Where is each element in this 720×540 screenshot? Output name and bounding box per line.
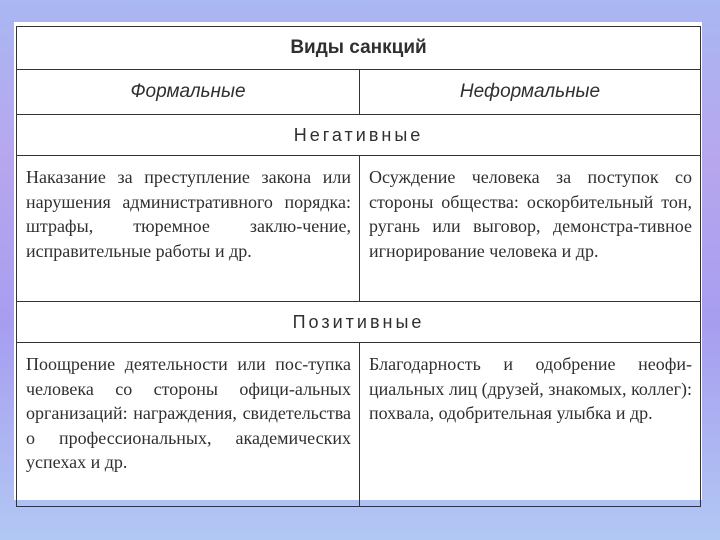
section-header-row-positive — [17, 302, 701, 343]
section-header-row-negative — [17, 115, 701, 156]
title-row — [17, 27, 701, 70]
cell-negative-formal: Наказание за преступление закона или нарушения административного порядка: штрафы, тюремное заклю-чение, исправительные работы и др. — [17, 156, 360, 302]
section-header-positive: Позитивные — [17, 302, 701, 343]
sanctions-table — [16, 26, 701, 507]
column-header-informal: Неформальные — [360, 70, 701, 115]
column-header-formal: Формальные — [17, 70, 360, 115]
cell-positive-formal: Поощрение деятельности или пос-тупка человека со стороны офици-альных организаций: награждения, свидетельства о профессиональных, академических успехах и др. — [17, 343, 360, 507]
table-title: Виды санкций — [17, 27, 701, 70]
cell-negative-informal: Осуждение человека за поступок со стороны общества: оскорбительный тон, ругань или выговор, демонстра-тивное игнорирование человека и др. — [360, 156, 701, 302]
table-row — [17, 343, 701, 507]
table-row — [17, 156, 701, 302]
column-header-row — [17, 70, 701, 115]
cell-positive-informal: Благодарность и одобрение неофи-циальных лиц (друзей, знакомых, коллег): похвала, одобрительная улыбка и др. — [360, 343, 701, 507]
slide-frame — [14, 22, 702, 500]
section-header-negative: Негативные — [17, 115, 701, 156]
